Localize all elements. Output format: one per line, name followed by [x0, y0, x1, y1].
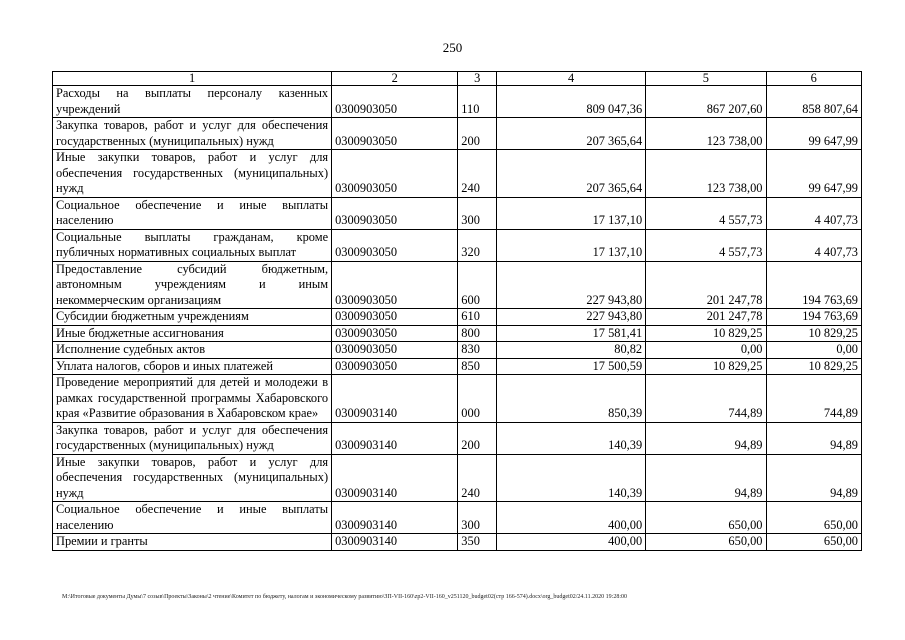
row-value-2021-cell: 650,00: [646, 502, 766, 534]
row-value-2020-cell: 227 943,80: [497, 261, 646, 309]
row-name-cell: Иные закупки товаров, работ и услуг для обеспечения государственных (муниципальных) нужд: [53, 150, 332, 198]
row-name-cell: Социальные выплаты гражданам, кроме публичных нормативных социальных выплат: [53, 229, 332, 261]
row-value-2022-cell: 744,89: [766, 375, 862, 423]
table-row: [53, 342, 862, 359]
row-code-cell: 0300903050: [332, 309, 458, 326]
row-name-cell: Социальное обеспечение и иные выплаты населению: [53, 502, 332, 534]
row-expense-type-cell: 850: [458, 358, 497, 375]
row-value-2021-cell: 94,89: [646, 454, 766, 502]
row-code-cell: 0300903050: [332, 197, 458, 229]
row-value-2022-cell: 858 807,64: [766, 86, 862, 118]
row-expense-type-cell: 000: [458, 375, 497, 423]
row-expense-type-cell: 300: [458, 502, 497, 534]
row-value-2020-cell: 207 365,64: [497, 118, 646, 150]
row-value-2022-cell: 99 647,99: [766, 118, 862, 150]
row-value-2022-cell: 99 647,99: [766, 150, 862, 198]
table-row: [53, 150, 862, 198]
column-header: 6: [766, 72, 862, 86]
row-value-2021-cell: 123 738,00: [646, 118, 766, 150]
column-header: 1: [53, 72, 332, 86]
row-code-cell: 0300903140: [332, 534, 458, 551]
row-name-cell: Закупка товаров, работ и услуг для обеспечения государственных (муниципальных) нужд: [53, 118, 332, 150]
row-expense-type-cell: 350: [458, 534, 497, 551]
row-value-2021-cell: 0,00: [646, 342, 766, 359]
row-name-cell: Иные бюджетные ассигнования: [53, 325, 332, 342]
row-value-2021-cell: 123 738,00: [646, 150, 766, 198]
row-value-2020-cell: 809 047,36: [497, 86, 646, 118]
row-name-cell: Премии и гранты: [53, 534, 332, 551]
row-value-2022-cell: 4 407,73: [766, 197, 862, 229]
row-value-2020-cell: 207 365,64: [497, 150, 646, 198]
row-value-2022-cell: 94,89: [766, 454, 862, 502]
table-row: [53, 197, 862, 229]
table-row: [53, 261, 862, 309]
row-value-2020-cell: 17 137,10: [497, 197, 646, 229]
row-expense-type-cell: 600: [458, 261, 497, 309]
row-value-2021-cell: 10 829,25: [646, 325, 766, 342]
table-row: [53, 118, 862, 150]
row-name-cell: Предоставление субсидий бюджетным, автономным учреждениям и иным некоммерческим организациям: [53, 261, 332, 309]
row-expense-type-cell: 240: [458, 454, 497, 502]
row-value-2022-cell: 10 829,25: [766, 325, 862, 342]
row-name-cell: Закупка товаров, работ и услуг для обеспечения государственных (муниципальных) нужд: [53, 422, 332, 454]
page-number: 250: [442, 40, 463, 55]
row-code-cell: 0300903140: [332, 375, 458, 423]
row-value-2021-cell: 744,89: [646, 375, 766, 423]
budget-table: [52, 71, 862, 551]
row-code-cell: 0300903050: [332, 358, 458, 375]
row-code-cell: 0300903140: [332, 502, 458, 534]
row-value-2020-cell: 17 500,59: [497, 358, 646, 375]
row-code-cell: 0300903050: [332, 118, 458, 150]
row-expense-type-cell: 110: [458, 86, 497, 118]
row-expense-type-cell: 830: [458, 342, 497, 359]
table-row: [53, 502, 862, 534]
column-header: 3: [458, 72, 497, 86]
row-code-cell: 0300903050: [332, 261, 458, 309]
row-value-2021-cell: 10 829,25: [646, 358, 766, 375]
row-value-2021-cell: 4 557,73: [646, 197, 766, 229]
row-code-cell: 0300903050: [332, 342, 458, 359]
table-row: [53, 422, 862, 454]
row-value-2021-cell: 201 247,78: [646, 261, 766, 309]
row-value-2022-cell: 4 407,73: [766, 229, 862, 261]
row-value-2020-cell: 17 137,10: [497, 229, 646, 261]
row-name-cell: Проведение мероприятий для детей и молодежи в рамках государственной программы Хабаровского края «Развитие образования в Хабаровском крае»: [53, 375, 332, 423]
row-value-2020-cell: 140,39: [497, 454, 646, 502]
row-value-2022-cell: 94,89: [766, 422, 862, 454]
table-row: [53, 229, 862, 261]
row-code-cell: 0300903140: [332, 422, 458, 454]
row-name-cell: Исполнение судебных актов: [53, 342, 332, 359]
table-header-row: [53, 72, 862, 86]
row-value-2022-cell: 194 763,69: [766, 309, 862, 326]
row-value-2020-cell: 17 581,41: [497, 325, 646, 342]
row-value-2021-cell: 94,89: [646, 422, 766, 454]
row-value-2021-cell: 201 247,78: [646, 309, 766, 326]
row-value-2022-cell: 194 763,69: [766, 261, 862, 309]
column-header: 5: [646, 72, 766, 86]
table-row: [53, 534, 862, 551]
row-expense-type-cell: 320: [458, 229, 497, 261]
row-value-2020-cell: 400,00: [497, 534, 646, 551]
table-row: [53, 86, 862, 118]
row-value-2020-cell: 850,39: [497, 375, 646, 423]
row-value-2020-cell: 80,82: [497, 342, 646, 359]
table-row: [53, 309, 862, 326]
table-row: [53, 454, 862, 502]
row-name-cell: Социальное обеспечение и иные выплаты населению: [53, 197, 332, 229]
row-name-cell: Субсидии бюджетным учреждениям: [53, 309, 332, 326]
row-code-cell: 0300903050: [332, 86, 458, 118]
row-expense-type-cell: 610: [458, 309, 497, 326]
row-value-2022-cell: 10 829,25: [766, 358, 862, 375]
row-value-2020-cell: 400,00: [497, 502, 646, 534]
row-code-cell: 0300903140: [332, 454, 458, 502]
row-value-2021-cell: 650,00: [646, 534, 766, 551]
row-value-2020-cell: 140,39: [497, 422, 646, 454]
row-code-cell: 0300903050: [332, 325, 458, 342]
row-value-2021-cell: 867 207,60: [646, 86, 766, 118]
row-value-2022-cell: 0,00: [766, 342, 862, 359]
file-path-footer: M:\Итоговые документы Думы\7 созыв\Проекты\Законы\2 чтение\Комитет по бюджету, налогам и экономическому развитию\ЗП-VII-160\zp2-VII-160_v251120_budget02(стр 166-574).docx\org_budget02/24.11.2020 19:28:00: [62, 594, 628, 600]
row-name-cell: Расходы на выплаты персоналу казенных учреждений: [53, 86, 332, 118]
table-row: [53, 358, 862, 375]
column-header: 4: [497, 72, 646, 86]
row-code-cell: 0300903050: [332, 229, 458, 261]
row-expense-type-cell: 200: [458, 118, 497, 150]
column-header: 2: [332, 72, 458, 86]
row-code-cell: 0300903050: [332, 150, 458, 198]
row-value-2020-cell: 227 943,80: [497, 309, 646, 326]
table-row: [53, 325, 862, 342]
row-value-2022-cell: 650,00: [766, 502, 862, 534]
row-expense-type-cell: 200: [458, 422, 497, 454]
row-value-2021-cell: 4 557,73: [646, 229, 766, 261]
row-name-cell: Уплата налогов, сборов и иных платежей: [53, 358, 332, 375]
row-expense-type-cell: 240: [458, 150, 497, 198]
row-name-cell: Иные закупки товаров, работ и услуг для обеспечения государственных (муниципальных) нужд: [53, 454, 332, 502]
row-expense-type-cell: 300: [458, 197, 497, 229]
table-row: [53, 375, 862, 423]
row-value-2022-cell: 650,00: [766, 534, 862, 551]
row-expense-type-cell: 800: [458, 325, 497, 342]
